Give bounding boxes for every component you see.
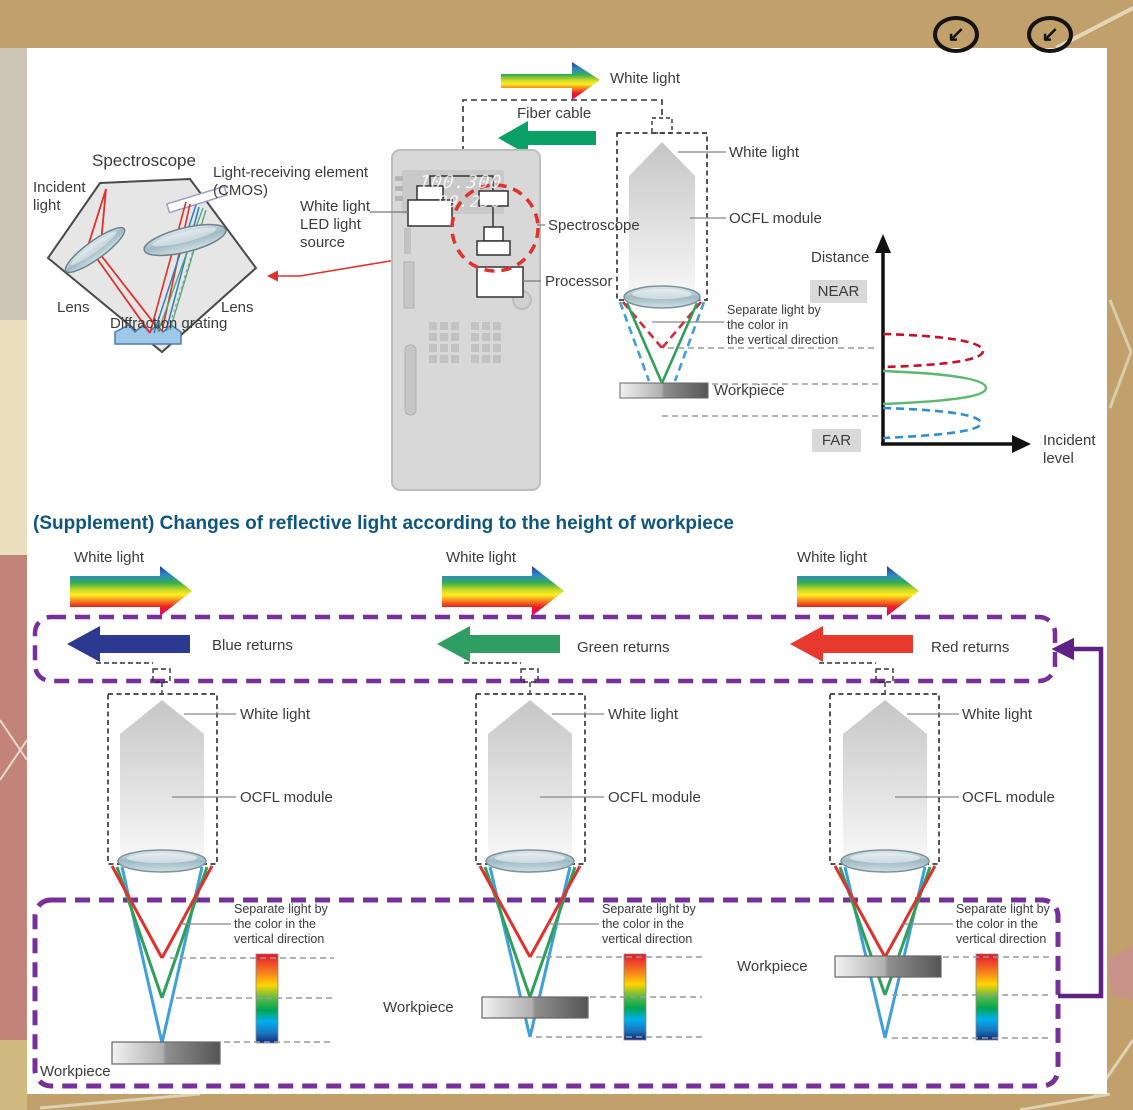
- spectrum-bar-col3: [976, 954, 998, 1040]
- separate-light-col2-label: Separate light by: [602, 902, 696, 916]
- workpiece-col2-shape: [482, 997, 588, 1018]
- red-returns-label: Red returns: [931, 639, 1010, 656]
- near-badge: [810, 280, 867, 303]
- workpiece-top-shape: [620, 383, 708, 398]
- incident-level-label: level: [1043, 450, 1074, 467]
- lens-left-label: Lens: [57, 299, 90, 316]
- blue-returns-label: Blue returns: [212, 637, 293, 654]
- processor-label: Processor: [545, 273, 613, 290]
- green-returns-arrow: [437, 626, 560, 662]
- white-light-module-col3-label: White light: [962, 706, 1033, 723]
- cmos-label: (CMOS): [213, 182, 268, 199]
- display-readout: 100.300: [417, 172, 504, 193]
- cmos-label: Light-receiving element: [213, 164, 369, 181]
- separate-light-label: the color in: [727, 318, 789, 332]
- workpiece-col1-label: Workpiece: [40, 1063, 111, 1080]
- workpiece-top-label: Workpiece: [714, 382, 785, 399]
- white-light-module-col2-label: White light: [608, 706, 679, 723]
- led-source-label: LED light: [300, 216, 361, 233]
- separate-light-col2-label: the color in the: [602, 917, 684, 931]
- circled-down-left-arrow-icon[interactable]: [1027, 16, 1073, 53]
- supplement-title: (Supplement) Changes of reflective light according to the height of workpiece: [33, 513, 734, 534]
- ocfl-module-col3: [830, 694, 959, 872]
- rays-col1: [112, 866, 212, 1043]
- separate-light-label: the vertical direction: [727, 333, 839, 347]
- arrow-glyph: ↙: [1041, 23, 1059, 46]
- workpiece-col2-label: Workpiece: [383, 999, 454, 1016]
- white-light-module-label: White light: [729, 144, 800, 161]
- separate-light-label: Separate light by: [727, 303, 821, 317]
- separate-light-col3-label: Separate light by: [956, 902, 1050, 916]
- separate-light-col1-label: the color in the: [234, 917, 316, 931]
- white-light-arrows-bottom: [70, 566, 919, 616]
- ocfl-module-label: OCFL module: [729, 210, 822, 227]
- workpiece-col3-label: Workpiece: [737, 958, 808, 975]
- distance-axis-label: Distance: [811, 249, 870, 266]
- ocfl-module-col1: [108, 694, 236, 872]
- separate-light-col1-label: vertical direction: [234, 932, 325, 946]
- white-light-module-col1-label: White light: [240, 706, 311, 723]
- white-light-col1-label: White light: [74, 549, 145, 566]
- workpiece-col1-shape: [112, 1042, 220, 1064]
- led-source-label: source: [300, 234, 346, 251]
- spectroscope-title: Spectroscope: [92, 151, 196, 170]
- top-rays: [620, 302, 704, 383]
- circled-down-left-arrow-icon[interactable]: [933, 16, 979, 53]
- separate-light-col2-label: vertical direction: [602, 932, 693, 946]
- fiber-stubs-bottom: [96, 663, 893, 693]
- spectroscope-callout-label: Spectroscope: [548, 217, 640, 234]
- far-badge: [812, 429, 861, 452]
- top-white-light-arrow: [501, 62, 600, 100]
- workpiece-col3-shape: [835, 956, 941, 977]
- separate-light-col3-label: vertical direction: [956, 932, 1047, 946]
- near-badge-text: NEAR: [817, 283, 860, 300]
- far-badge-text: FAR: [821, 432, 852, 449]
- lens-right-label: Lens: [221, 299, 254, 316]
- incident-light-label: Incident: [33, 179, 86, 196]
- ocfl-module-col2-label: OCFL module: [608, 789, 701, 806]
- incident-level-label: Incident: [1043, 432, 1096, 449]
- blue-returns-arrow: [67, 626, 190, 662]
- measurement-graph: [875, 234, 1031, 453]
- ocfl-module-col1-label: OCFL module: [240, 789, 333, 806]
- green-returns-label: Green returns: [577, 639, 670, 656]
- rays-col3: [835, 866, 935, 1038]
- led-source-label: White light: [300, 198, 371, 215]
- white-light-col3-label: White light: [797, 549, 868, 566]
- white-light-col2-label: White light: [446, 549, 517, 566]
- display-readout: 99.250: [436, 192, 504, 211]
- ocfl-module-col2: [476, 694, 604, 872]
- separate-light-col3-label: the color in the: [956, 917, 1038, 931]
- purple-connector: [1056, 649, 1101, 996]
- ocfl-module-col3-label: OCFL module: [962, 789, 1055, 806]
- arrow-glyph: ↙: [947, 23, 965, 46]
- incident-light-label: light: [33, 197, 61, 214]
- red-returns-arrow: [790, 626, 913, 662]
- separate-light-col1-label: Separate light by: [234, 902, 328, 916]
- white-light-top-label: White light: [610, 70, 681, 87]
- diffraction-grating-label: Diffraction grating: [110, 315, 228, 332]
- fiber-cable-label: Fiber cable: [517, 105, 592, 122]
